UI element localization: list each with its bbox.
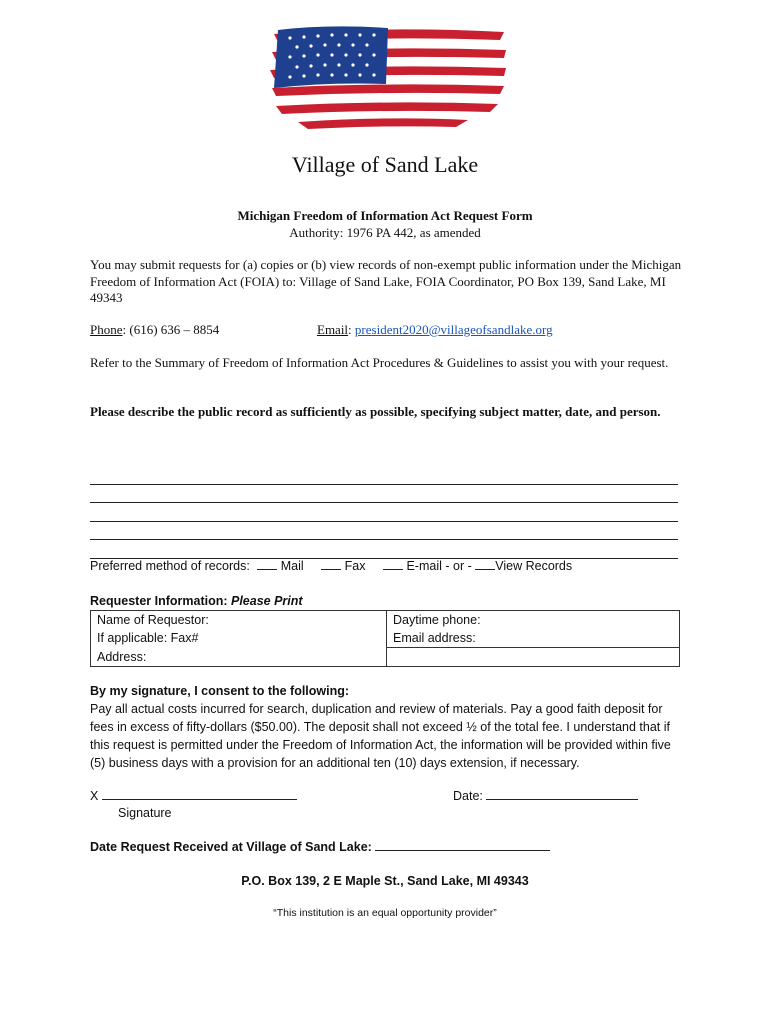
email-option: E-mail <box>406 559 442 573</box>
description-line[interactable] <box>90 485 678 504</box>
american-flag-logo <box>268 22 508 132</box>
requester-heading: Requester Information: <box>90 594 228 608</box>
fax-blank[interactable] <box>321 558 341 570</box>
intro-text: You may submit requests for (a) copies or (b) view records of non-exempt public information under the Michigan Freedom of Information Act (FOIA) to: Village of Sand Lake, FOIA Coordinator, PO Box 139, Sand Lake, MI 49343 <box>90 257 682 305</box>
footer-address: P.O. Box 139, 2 E Maple St., Sand Lake, MI 49343 <box>241 874 529 888</box>
name-of-requestor-field[interactable]: Name of Requestor: <box>91 611 387 630</box>
date-label: Date: <box>453 789 483 803</box>
mail-option: Mail <box>280 559 304 573</box>
please-print-note: Please Print <box>231 594 303 608</box>
email-label: Email <box>317 322 349 337</box>
page-title: Village of Sand Lake <box>291 152 479 177</box>
email-block <box>317 322 553 339</box>
phone-value: : (616) 636 – 8854 <box>122 322 220 337</box>
email-separator: : <box>348 322 355 337</box>
preferred-method-row <box>90 558 685 575</box>
date-line[interactable] <box>486 788 638 800</box>
signature-label: Signature <box>118 806 172 820</box>
view-records-option: View Records <box>495 559 573 573</box>
refer-text: Refer to the Summary of Freedom of Information Act Procedures & Guidelines to assist you with your request. <box>90 355 669 370</box>
date-block <box>453 788 638 805</box>
mail-blank[interactable] <box>257 558 277 570</box>
fax-field[interactable]: If applicable: Fax# <box>91 629 387 648</box>
address-field[interactable]: Address: <box>91 648 387 667</box>
requester-info-table <box>90 610 680 667</box>
daytime-phone-field[interactable]: Daytime phone: <box>387 611 680 630</box>
date-received-row <box>90 839 685 856</box>
date-received-line[interactable] <box>375 839 550 851</box>
signature-row <box>90 788 685 805</box>
email-address-field[interactable]: Email address: <box>387 629 680 648</box>
form-title: Michigan Freedom of Information Act Request Form <box>237 208 533 223</box>
record-description-lines[interactable] <box>90 466 678 559</box>
empty-cell <box>387 648 680 667</box>
email-option-blank[interactable] <box>383 558 403 570</box>
requester-heading-row <box>90 593 685 610</box>
description-line[interactable] <box>90 466 678 485</box>
description-line[interactable] <box>90 540 678 559</box>
view-records-blank[interactable] <box>475 558 495 570</box>
email-link[interactable]: president2020@villageofsandlake.org <box>354 322 553 337</box>
consent-text: Pay all actual costs incurred for search, duplication and review of materials. Pay a good faith deposit for fees in excess of fifty-dollars ($50.00). The deposit shall not exceed ½ of the total fee. I understand that if this request is permitted under the Freedom of Information Act, the information will be provided within five (5) business days with a provision for an additional ten (10) days extension, if necessary. <box>90 702 671 770</box>
contact-row <box>90 322 685 339</box>
description-line[interactable] <box>90 503 678 522</box>
equal-opportunity-statement: “This institution is an equal opportunity provider” <box>273 907 497 919</box>
describe-instruction: Please describe the public record as sufficiently as possible, specifying subject matter, date, and person. <box>90 404 661 419</box>
fax-option: Fax <box>344 559 366 573</box>
signature-line[interactable] <box>102 788 297 800</box>
preferred-method-label: Preferred method of records: <box>90 559 250 573</box>
or-text: - or - <box>445 559 472 573</box>
phone-label: Phone <box>90 322 123 337</box>
description-line[interactable] <box>90 522 678 541</box>
consent-heading: By my signature, I consent to the following: <box>90 684 350 698</box>
authority-text: Authority: 1976 PA 442, as amended <box>289 225 481 240</box>
signature-x: X <box>90 789 99 803</box>
date-received-label: Date Request Received at Village of Sand Lake: <box>90 840 372 854</box>
